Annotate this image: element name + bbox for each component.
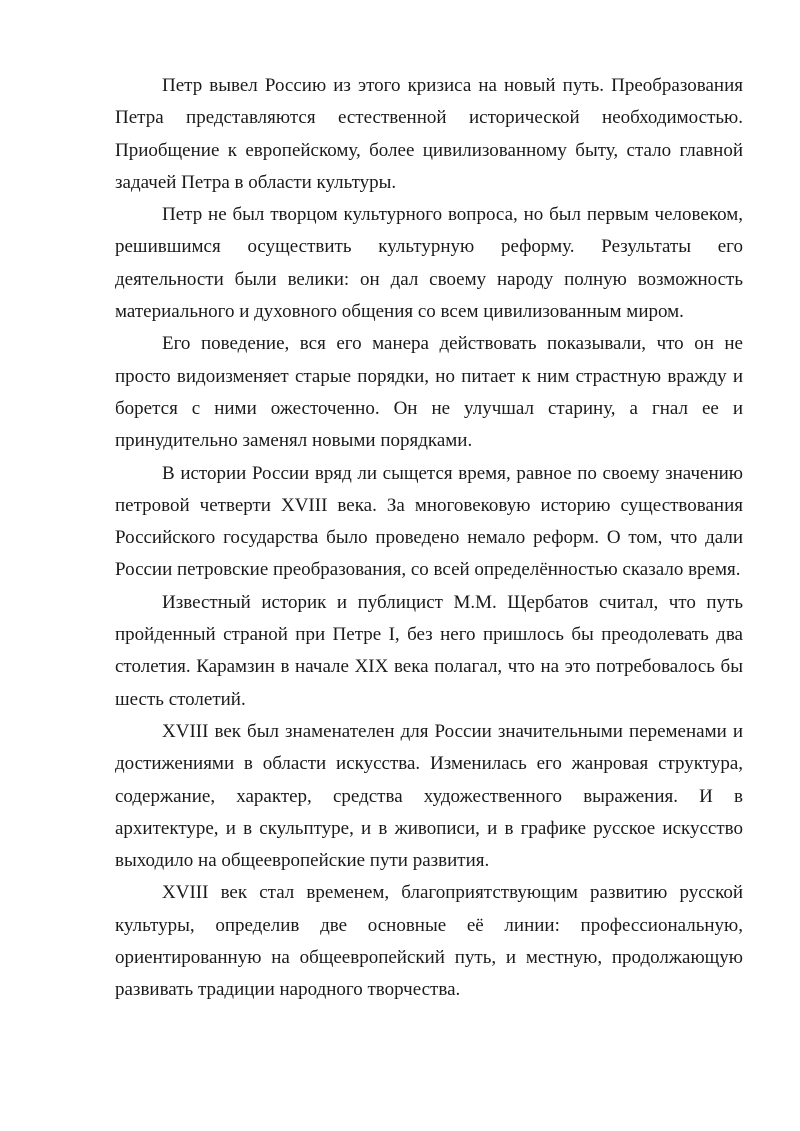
paragraph-3: Его поведение, вся его манера действовать показывали, что он не просто видоизменяет старые порядки, но питает к ним страстную вражду и борется с ними ожесточенно. Он не улучшал старину, а гнал ее и принудительно заменял новыми порядками.	[115, 333, 743, 452]
paragraph-2: Петр не был творцом культурного вопроса, но был первым человеком, решившимся осуществить культурную реформу. Результаты его деятельности были велики: он дал своему народу полную возможность материального и духовного общения со всем цивилизованным миром.	[115, 204, 743, 323]
paragraph-6: XVIII век был знаменателен для России значительными переменами и достижениями в области искусства. Изменилась его жанровая структура, содержание, характер, средства художественного выражения. И в архитектуре, и в скульптуре, и в живописи, и в графике русское искусство выходило на общеевропейские пути развития.	[115, 720, 743, 872]
paragraph-4: В истории России вряд ли сыщется время, равное по своему значению петровой четверти XVIII века. За многовековую историю существования Российского государства было проведено немало реформ. О том, что дали России петровские преобразования, со всей определённостью сказало время.	[115, 462, 743, 581]
document-body	[115, 70, 743, 1007]
paragraph-5: Известный историк и публицист М.М. Щербатов считал, что путь пройденный страной при Петре I, без него пришлось бы преодолевать два столетия. Карамзин в начале XIX века полагал, что на это потребовалось бы шесть столетий.	[115, 591, 743, 710]
paragraph-7: XVIII век стал временем, благоприятствующим развитию русской культуры, определив две основные её линии: профессиональную, ориентированную на общеевропейский путь, и местную, продолжающую развивать традиции народного творчества.	[115, 882, 743, 1001]
paragraph-1: Петр вывел Россию из этого кризиса на новый путь. Преобразования Петра представляются естественной исторической необходимостью. Приобщение к европейскому, более цивилизованному быту, стало главной задачей Петра в области культуры.	[115, 75, 743, 193]
